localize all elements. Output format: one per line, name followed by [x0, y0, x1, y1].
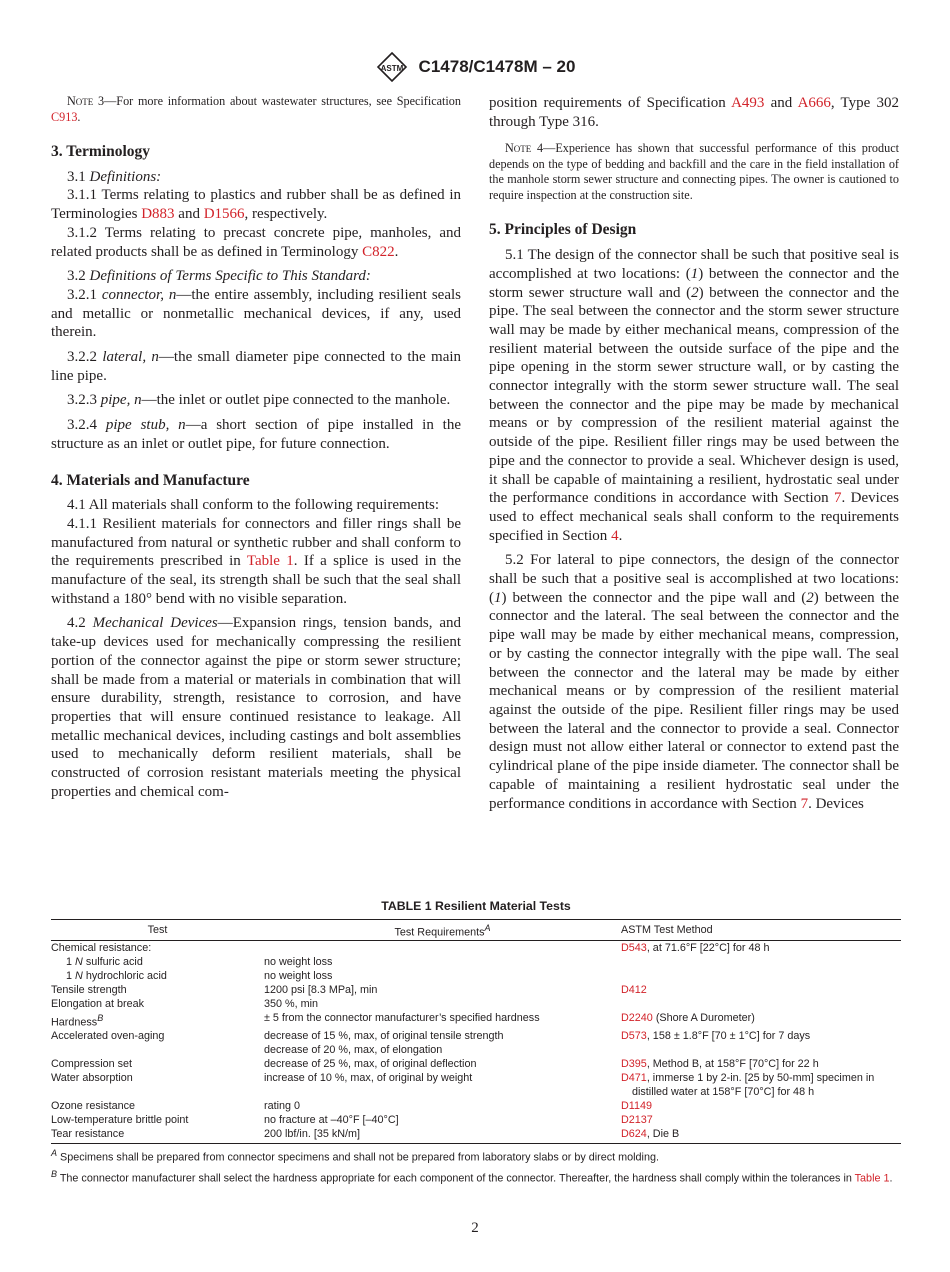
- ref-d883-link[interactable]: D883: [141, 206, 175, 223]
- right-column: [489, 94, 899, 813]
- resilient-material-tests-table: [51, 919, 901, 1144]
- table-row: Hardness$^B$ ± 5 from the connector manufacturer’s specified hardness D2240 (Shore A Durometer): [51, 1011, 755, 1029]
- table-row: 1 N hydrochloric acid no weight loss: [66, 969, 333, 982]
- ref-section-7b-link[interactable]: 7: [800, 795, 809, 812]
- para-4-2: 4.2 Mechanical Devices—Expansion rings, tension bands, and take-up devices used for mechanically compressing the resilient portion of the connector against the pipe or storm sewer structure; shall be made from a material or materials in combination that will ensure durability, strength, resistance to corrosion, and have properties that will ensure continued resistance to leakage. All metallic mechanical devices, including castings and bolt assemblies used to mechanically deform resilient materials, shall be constructed of corrosion resistant materials meeting the physical properties and chemical com-: [51, 615, 461, 800]
- section-3-heading: 3. Terminology: [51, 143, 151, 160]
- ref-d1566-link[interactable]: D1566: [203, 206, 245, 223]
- ref-table-1-link[interactable]: Table 1: [246, 553, 294, 570]
- astm-logo-icon: [375, 52, 409, 82]
- table-header-row: [51, 920, 901, 941]
- table-row: 1 N sulfuric acid no weight loss: [66, 955, 333, 968]
- table-row: Low-temperature brittle point no fracture at –40°F [–40°C] D2137: [51, 1114, 653, 1127]
- section-5-heading: 5. Principles of Design: [489, 221, 637, 239]
- table-row: Accelerated oven-aging decrease of 15 %, max, of original tensile strength decrease of 20 %, max, of elongation D573, 158 ± 1.8°F [70 ± 1°C] for 7 days: [51, 1030, 811, 1057]
- table-row: Tensile strength 1200 psi [8.3 MPa], min D412: [51, 983, 647, 996]
- table-row: Ozone resistance rating 0 D1149: [51, 1100, 653, 1113]
- para-3-2-4: 3.2.4 pipe stub, n—a short section of pipe installed in the structure as an inlet or outlet pipe, for future connection.: [51, 417, 462, 452]
- note-4: Note 4—Experience has shown that successful performance of this product depends on the type of bedding and backfill and the care in the field installation of the manhole storm sewer structure and connecting pipes. The owner is cautioned to require inspection at the construction site.: [489, 141, 899, 202]
- para-3-2-3: 3.2.3 pipe, n—the inlet or outlet pipe connected to the manhole.: [67, 392, 451, 409]
- col-header-test: Test: [147, 924, 168, 937]
- para-4-1-1: 4.1.1 Resilient materials for connectors and filler rings shall be manufactured from natural or synthetic rubber and shall conform to the requirements prescribed in Table 1. If a splice is used in the manufacture of the seal, its strength shall be such that the seal shall withstand a 180° bend with no visible separation.: [51, 515, 461, 607]
- ref-d412-link[interactable]: D412: [621, 983, 647, 996]
- table-footnote-b: $^B$ The connector manufacturer shall select the hardness appropriate for each component of the connector. Thereafter, the hardness shall comply within the tolerances in Table 1.: [51, 1168, 893, 1185]
- table-footnote-a: $^A$ Specimens shall be prepared from connector specimens and shall not be prepared from laboratory slabs or by direct molding.: [51, 1148, 659, 1164]
- ref-section-4-link[interactable]: 4: [611, 527, 619, 544]
- para-3-2-2: 3.2.2 lateral, n—the small diameter pipe connected to the main line pipe.: [51, 349, 462, 384]
- para-5-2: 5.2 For lateral to pipe connectors, the design of the connector shall be such that a positive seal is accomplished at two locations: (1) between the connector and the pipe wall and (2) between the connector and the lateral. The seal between the connector and the pipe wall may be made by either mechanical means, compression, or by casting the connector integrally with the pipe wall. The seal between the connector and the lateral may be made by either mechanical means or by compression of the resilient material against the outside of the pipe. Resilient filler rings may be used between the lateral and the connector to provide a seal. Connector design must not allow either lateral or connector to extend past the cylindrical plane of the pipe inside diameter. The connector shall be capable of maintaining a resilient hydrostatic seal under the performance conditions in accordance with Section 7. Devices: [489, 552, 899, 812]
- ref-d471-link[interactable]: D471: [621, 1072, 647, 1085]
- para-4-1: 4.1 All materials shall conform to the following requirements:: [67, 497, 440, 514]
- table-row: Compression set decrease of 25 %, max, of original deflection D395, Method B, at 158°F [70°C] for 22 h: [51, 1058, 819, 1071]
- ref-d624-link[interactable]: D624: [621, 1128, 647, 1141]
- para-3-2: 3.2 Definitions of Terms Specific to This Standard:: [67, 268, 371, 285]
- ref-a493-link[interactable]: A493: [731, 95, 765, 111]
- ref-section-7-link[interactable]: 7: [834, 490, 842, 507]
- table-row: Water absorption increase of 10 %, max, of original by weight D471, immerse 1 by 2-in. [25 by 50-mm] specimen in distilled water at 158°F [70°C] for 48 h: [51, 1072, 875, 1099]
- note-3: Note 3—For more information about wastewater structures, see Specification C913.: [51, 94, 461, 124]
- table-title: TABLE 1 Resilient Material Tests: [381, 899, 571, 913]
- para-5-1: 5.1 The design of the connector shall be such that positive seal is accomplished at two locations: (1) between the connector and the storm sewer structure wall and (2) between the connector and the pipe. The seal between the connector and the storm sewer structure wall may be made by either mechanical means, compression of the resilient material between the outside surface of the pipe and the pipe opening in the storm sewer structure wall, or by casting the connector integrally with the storm sewer structure wall. The seal between the connector and the pipe may be made by mechanical means or by compression of the resilient material against the outside of the pipe. Resilient filler rings may be used between the pipe and the connector to provide a seal. Whichever design is used, it shall be capable of maintaining a resilient, hydrostatic seal under the performance conditions in accordance with Section 7. Devices used to effect mechanical seals shall conform to the requirements specified in Section 4.: [489, 247, 899, 544]
- page-header: [0, 52, 950, 82]
- table-row: Tear resistance 200 lbf/in. [35 kN/m] D624, Die B: [51, 1128, 680, 1141]
- ref-d573-link[interactable]: D573: [621, 1030, 647, 1043]
- ref-table-1-footnote-link[interactable]: Table 1: [854, 1172, 890, 1185]
- left-column: [51, 94, 461, 802]
- para-3-1-1: 3.1.1 Terms relating to plastics and rubber shall be as defined in Terminologies D883 and D1566, respectively.: [51, 187, 461, 223]
- ref-a666-link[interactable]: A666: [797, 95, 831, 111]
- table-row: Chemical resistance: D543, at 71.6°F [22°C] for 48 h: [51, 941, 770, 954]
- section-4-heading: 4. Materials and Manufacture: [51, 471, 250, 489]
- ref-d543-link[interactable]: D543: [621, 941, 647, 954]
- para-3-1-2: 3.1.2 Terms relating to precast concrete pipe, manholes, and related products shall be as defined in Terminology C822.: [51, 224, 461, 260]
- ref-d1149-link[interactable]: D1149: [621, 1100, 653, 1113]
- page-number: 2: [471, 1220, 479, 1236]
- ref-d2240-link[interactable]: D2240: [621, 1011, 653, 1024]
- document-designation: C1478/C1478M – 20: [418, 57, 576, 76]
- para-3-1: 3.1 Definitions:: [67, 168, 162, 185]
- ref-d2137-link[interactable]: D2137: [621, 1114, 653, 1127]
- col-header-method: ASTM Test Method: [621, 924, 713, 937]
- ref-c913-link[interactable]: C913: [51, 109, 78, 124]
- ref-d395-link[interactable]: D395: [621, 1058, 647, 1071]
- table-row: Elongation at break 350 %, min: [51, 997, 319, 1010]
- table-1: [51, 899, 901, 1185]
- para-4-2-continued: position requirements of Specification A493 and A666, Type 302 through Type 316.: [489, 95, 899, 130]
- para-3-2-1: 3.2.1 connector, n—the entire assembly, including resilient seals and metallic or nonmetallic mechanical devices, if any, used therein.: [51, 286, 461, 341]
- ref-c822-link[interactable]: C822: [362, 243, 395, 260]
- col-header-requirements: Test Requirements$^A$: [394, 923, 491, 939]
- svg-text:ASTM: ASTM: [380, 64, 403, 73]
